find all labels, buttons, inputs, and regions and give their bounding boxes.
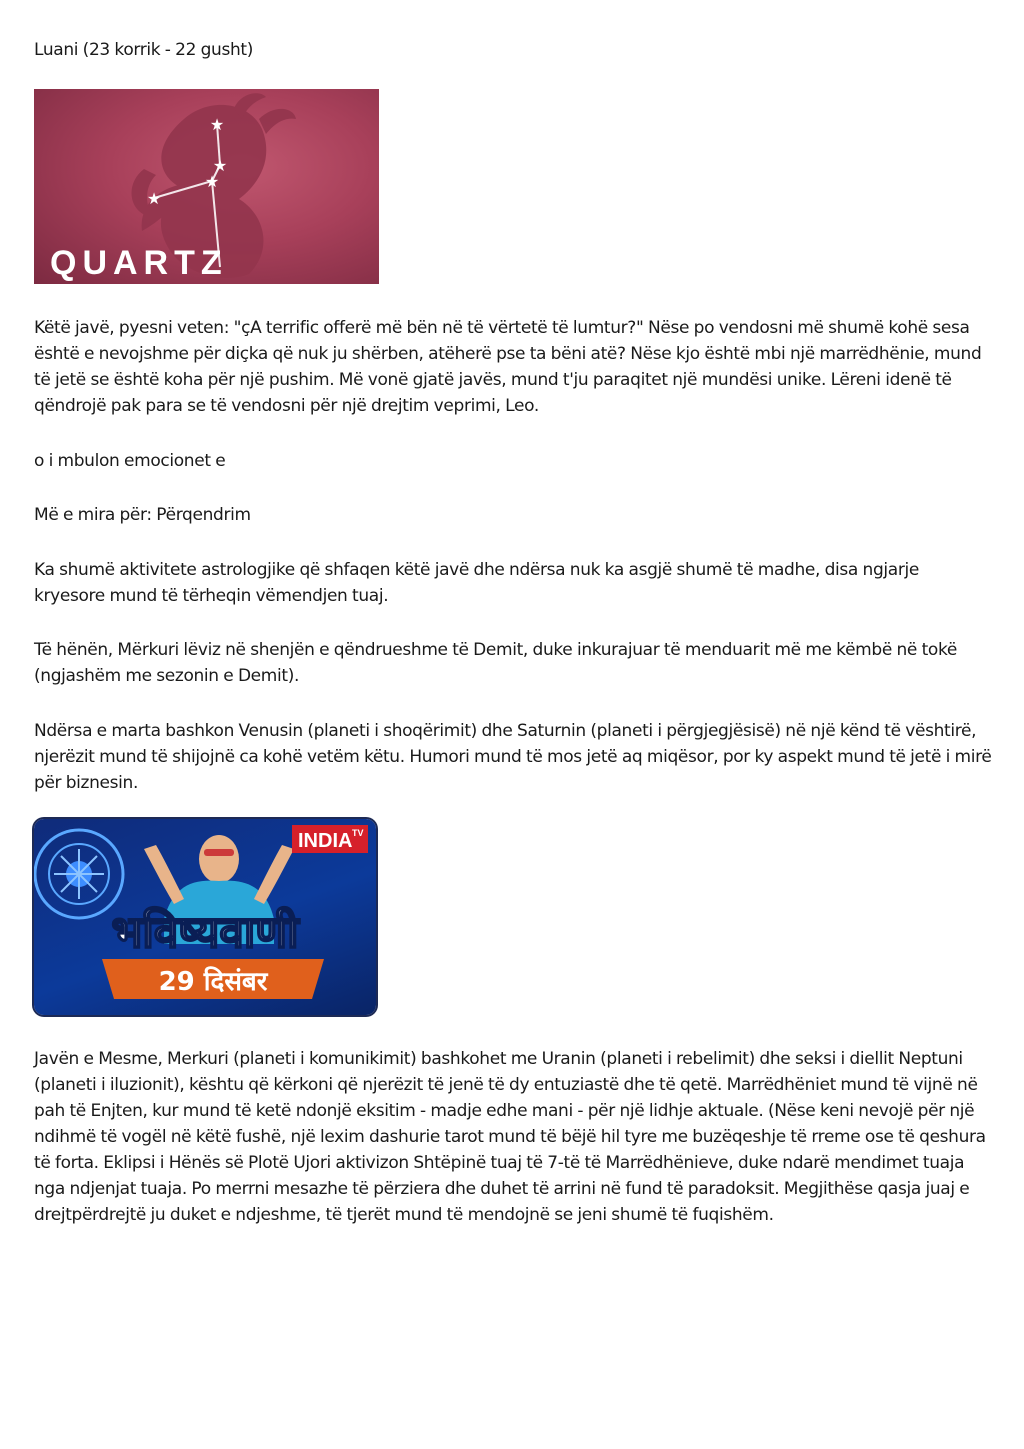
- page-title: Luani (23 korrik - 22 gusht): [34, 40, 253, 60]
- india-tv-logo: INDIA: [298, 830, 353, 852]
- india-tv-logo-tv: TV: [352, 828, 364, 838]
- paragraph-tuesday-venus-saturn: Ndërsa e marta bashkon Venusin (planeti i shoqërimit) dhe Saturnin (planeti i përgjegjësisë) në një kënd të vështirë, njerëzit mund të shijojnë ca kohë vetëm këtu. Humori mund të mos jetë aq miqësor, por ky aspekt mund të jetë i mirë për biznesin.: [34, 721, 992, 793]
- star-icon: ★: [212, 156, 228, 175]
- quartz-cancer-constellation-image: [34, 89, 379, 284]
- crab-constellation-illustration: [34, 89, 379, 284]
- paragraph-best-for: Më e mira për: Përqendrim: [34, 505, 251, 525]
- paragraph-monday-mercury: Të hënën, Mërkuri lëviz në shenjën e qëndrueshme të Demit, duke inkurajuar të menduarit më me këmbë në tokë (ngjashëm me sezonin e Demit).: [34, 640, 957, 686]
- india-tv-thumbnail-illustration: [34, 819, 376, 1015]
- paragraph-astro-activity: Ka shumë aktivitete astrologjike që shfaqen këtë javë dhe ndërsa nuk ka asgjë shumë të madhe, disa ngjarje kryesore mund të tërheqin vëmendjen tuaj.: [34, 560, 919, 606]
- headline-bhavishyavani: भविष्यवाणी: [111, 907, 299, 958]
- star-icon: ★: [209, 115, 225, 134]
- date-label: 29 दिसंबर: [158, 967, 268, 997]
- quartz-logo-text: QUARTZ: [50, 244, 228, 282]
- india-tv-horoscope-image: [34, 819, 376, 1015]
- zodiac-wheel-icon: [35, 830, 123, 918]
- star-icon: ★: [204, 172, 220, 191]
- paragraph-intro: Këtë javë, pyesni veten: "çA terrific offerë më bën në të vërtetë të lumtur?" Nëse po vendosni më shumë kohë sesa është e nevojshme për diçka që nuk ju shërben, atëherë pse ta bëni atë? Nëse kjo është mbi një marrëdhënie, mund të jetë se është koha për një pushim. Më vonë gjatë javës, mund t'ju paraqitet një mundësi unike. Lëreni idenë të qëndrojë pak para se të vendosni për një drejtim veprimi, Leo.: [34, 318, 982, 416]
- paragraph-fragment: o i mbulon emocionet e: [34, 451, 226, 471]
- paragraph-midweek: Javën e Mesme, Merkuri (planeti i komunikimit) bashkohet me Uranin (planeti i rebelimit) dhe seksi i diellit Neptuni (planeti i iluzionit), kështu që kërkoni që njerëzit të jenë të dy entuziastë dhe të qetë. Marrëdhëniet mund të vijnë në pah të Enjten, kur mund të ketë ndonjë eksitim - madje edhe mani - për një lidhje aktuale. (Nëse keni nevojë për një ndihmë të vogël në këtë fushë, një lexim dashurie tarot mund të bëjë hil tyre me buzëqeshje të rreme ose të qeshura të forta. Eklipsi i Hënës së Plotë Ujori aktivizon Shtëpinë tuaj të 7-të të Marrëdhënieve, duke ndarë mendimet tuaja nga ndjenjat tuaja. Po merrni mesazhe të përziera dhe duhet të arrini në fund të paradoksit. Megjithëse qasja juaj e drejtpërdrejtë ju duket e ndjeshme, të tjerët mund të mendojnë se jeni shumë të fuqishëm.: [34, 1049, 986, 1225]
- star-icon: ★: [146, 189, 162, 208]
